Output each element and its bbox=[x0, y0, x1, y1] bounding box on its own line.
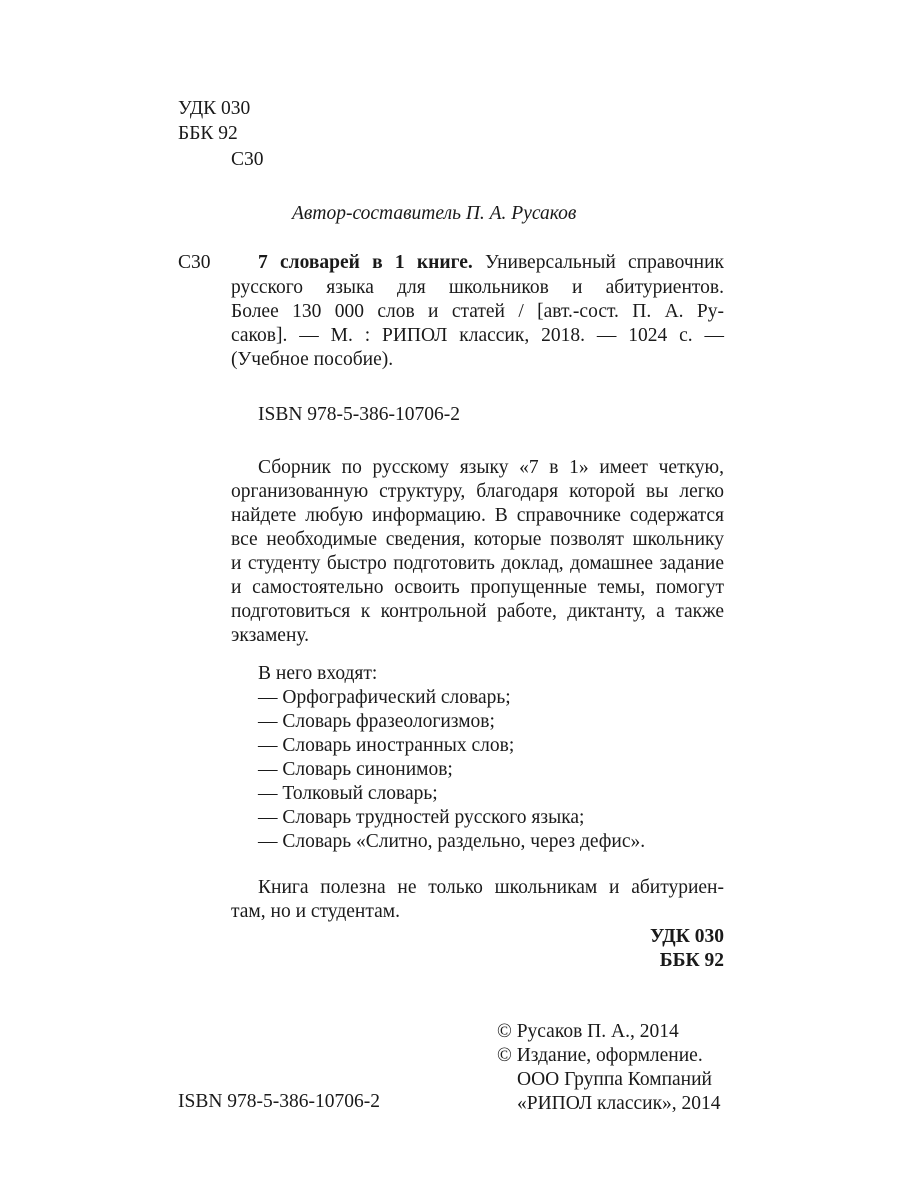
author-line: Автор-составитель П. А. Русаков bbox=[292, 203, 577, 224]
copyright-line: © Издание, оформление. bbox=[497, 1045, 703, 1066]
isbn-footer: ISBN 978-5-386-10706-2 bbox=[178, 1091, 381, 1112]
entry-code: С30 bbox=[178, 252, 211, 273]
contents-intro: В него входят: bbox=[258, 663, 378, 684]
annotation-line: найдете любую информацию. В справочнике содержатся bbox=[231, 505, 724, 526]
copyright-line: ООО Группа Компаний bbox=[517, 1069, 712, 1090]
copyright-block bbox=[497, 1020, 724, 1116]
annotation-line: все необходимые сведения, которые позволят школьнику bbox=[231, 529, 724, 550]
list-item: — Словарь иностранных слов; bbox=[258, 735, 515, 756]
annotation-line: организованную структуру, благодаря которой вы легко bbox=[231, 481, 724, 502]
annotation-line: и студенту быстро подготовить доклад, домашнее задание bbox=[231, 553, 724, 574]
list-item: — Словарь трудностей русского языка; bbox=[258, 807, 585, 828]
contents-list bbox=[258, 662, 724, 854]
list-item: — Толковый словарь; bbox=[258, 783, 438, 804]
list-item: — Орфографический словарь; bbox=[258, 687, 511, 708]
entry-line: (Учебное пособие). bbox=[231, 349, 394, 370]
annotation bbox=[231, 456, 724, 648]
list-item: — Словарь фразеологизмов; bbox=[258, 711, 495, 732]
udk-code: УДК 030 bbox=[178, 98, 251, 119]
entry-line: саков]. — М. : РИПОЛ классик, 2018. — 1024 с. — bbox=[231, 325, 724, 346]
entry-line: Более 130 000 слов и статей / [авт.-сост. П. А. Ру- bbox=[231, 301, 724, 322]
annotation-line: и самостоятельно освоить пропущенные темы, помогут bbox=[231, 577, 724, 598]
closing-line: Книга полезна не только школьникам и абитуриен- bbox=[258, 877, 724, 898]
footer-udk-code: УДК 030 bbox=[649, 926, 724, 947]
entry-title: 7 словарей в 1 книге. bbox=[258, 252, 473, 273]
entry-title-rest: Универсальный справочник bbox=[485, 252, 724, 273]
entry-first-line bbox=[258, 251, 724, 275]
annotation-line: экзамену. bbox=[231, 625, 310, 646]
list-item: — Словарь синонимов; bbox=[258, 759, 453, 780]
list-item: — Словарь «Слитно, раздельно, через дефис». bbox=[258, 831, 646, 852]
copyright-line: «РИПОЛ классик», 2014 bbox=[517, 1093, 721, 1114]
copyright-line: © Русаков П. А., 2014 bbox=[497, 1021, 679, 1042]
annotation-line: подготовиться к контрольной работе, диктанту, а также bbox=[231, 601, 724, 622]
footer-bbk-code: ББК 92 bbox=[659, 950, 724, 971]
annotation-line: Сборник по русскому языку «7 в 1» имеет четкую, bbox=[258, 457, 724, 478]
bbk-code: ББК 92 bbox=[178, 123, 238, 144]
bibliographic-entry bbox=[258, 251, 724, 275]
author-mark: С30 bbox=[231, 149, 264, 170]
isbn-main: ISBN 978-5-386-10706-2 bbox=[258, 404, 461, 425]
entry-line: русского языка для школьников и абитуриентов. bbox=[231, 277, 724, 298]
closing-line: там, но и студентам. bbox=[231, 901, 400, 922]
entry-continuation bbox=[231, 276, 724, 372]
closing-paragraph bbox=[231, 876, 724, 924]
